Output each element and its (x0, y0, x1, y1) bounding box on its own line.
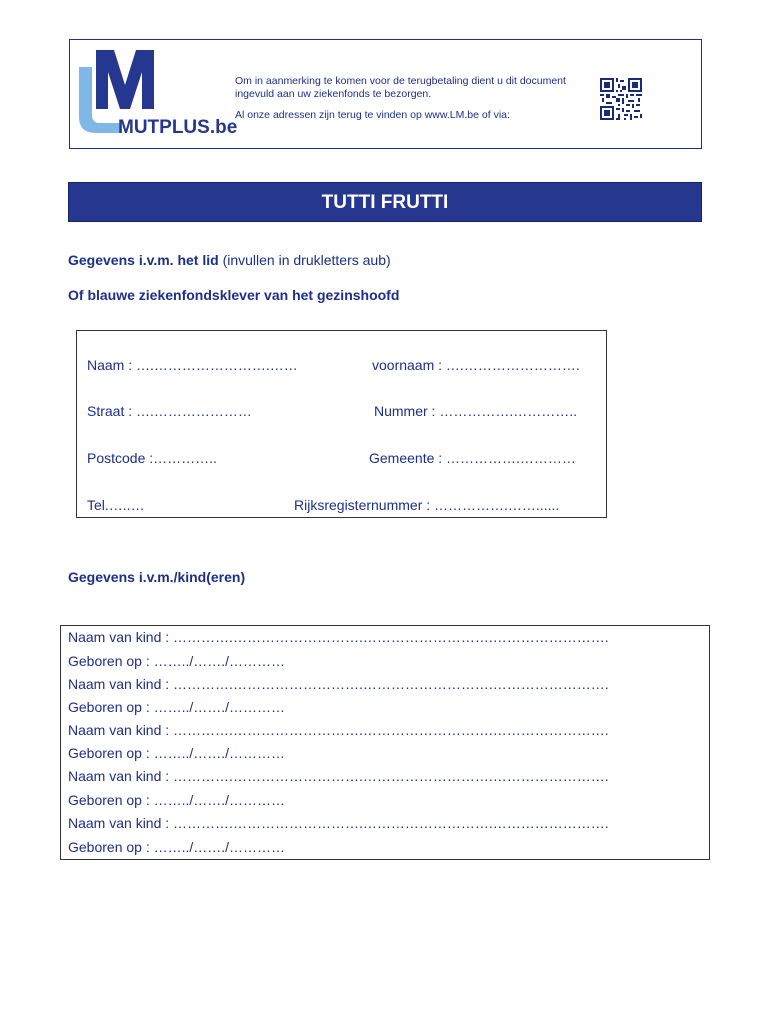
child-name-field[interactable]: Naam van kind : ………….……………………….……………………….……………………. (68, 815, 609, 831)
child-name-field[interactable]: Naam van kind : ………….……………………….……………………….……………………. (68, 676, 609, 692)
tel-field[interactable]: Tel.…..… (87, 497, 145, 513)
child-birthdate-field[interactable]: Geboren op : ……../……./………… (68, 792, 286, 808)
child-birthdate-field[interactable]: Geboren op : ……../……./………… (68, 839, 286, 855)
child-birthdate-field[interactable]: Geboren op : ……../……./………… (68, 653, 286, 669)
member-heading-note: (invullen in drukletters aub) (218, 252, 391, 268)
child-name-field[interactable]: Naam van kind : ………….……………………….……………………….……………………. (68, 629, 609, 645)
notice-line-1: Om in aanmerking te komen voor de terugbetaling dient u dit document (235, 75, 566, 87)
gemeente-field[interactable]: Gemeente : …………….………… (369, 450, 576, 466)
voornaam-field[interactable]: voornaam : ….……………………. (372, 357, 580, 373)
naam-field[interactable]: Naam : ….…………………….…… (87, 357, 298, 373)
straat-field[interactable]: Straat : ….………………… (87, 403, 252, 419)
notice-line-2: ingevuld aan uw ziekenfonds te bezorgen. (235, 88, 432, 100)
mutplus-logo (78, 47, 238, 138)
page-title: TUTTI FRUTTI (321, 192, 449, 213)
rijksregister-field[interactable]: Rijksregisternummer : …………….……...... (294, 497, 560, 513)
postcode-field[interactable]: Postcode :………….. (87, 450, 217, 466)
member-heading-bold: Gegevens i.v.m. het lid (68, 252, 219, 268)
child-name-field[interactable]: Naam van kind : ………….……………………….……………………….……………………. (68, 722, 609, 738)
nummer-field[interactable]: Nummer : …………….………….. (374, 403, 578, 419)
child-birthdate-field[interactable]: Geboren op : ……../……./………… (68, 699, 286, 715)
qr-code-icon (600, 78, 642, 120)
child-name-field[interactable]: Naam van kind : ………….……………………….……………………….……………………. (68, 768, 609, 784)
child-birthdate-field[interactable]: Geboren op : ……../……./………… (68, 745, 286, 761)
sticker-note: Of blauwe ziekenfondsklever van het gezinshoofd (68, 287, 400, 303)
logo-text: MUTPLUS.be (118, 117, 238, 138)
member-heading (68, 252, 391, 268)
address-line: Al onze adressen zijn terug te vinden op www.LM.be of via: (235, 109, 510, 121)
children-heading: Gegevens i.v.m./kind(eren) (68, 569, 246, 585)
